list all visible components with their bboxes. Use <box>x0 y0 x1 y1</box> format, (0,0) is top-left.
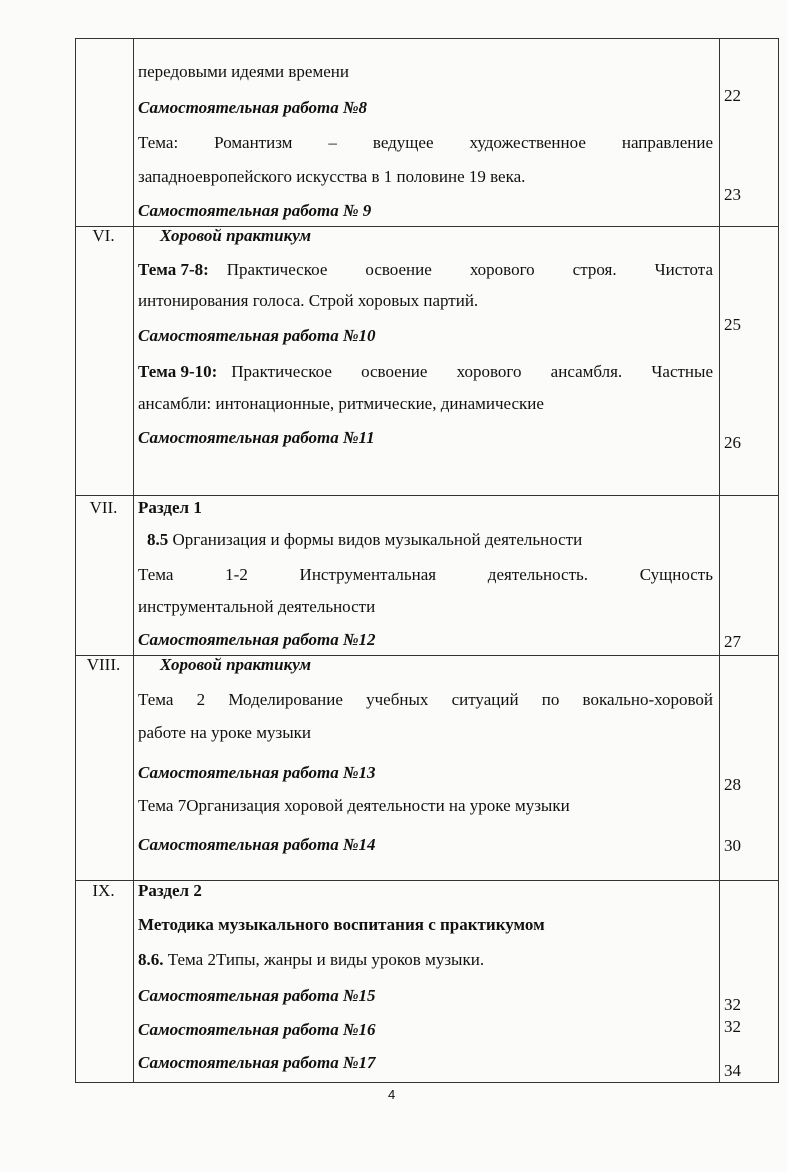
row-text: ансамбли: интонационные, ритмические, динамические <box>138 394 544 413</box>
page-ref: 30 <box>724 836 741 855</box>
self-study-label: Самостоятельная работа №16 <box>138 1020 376 1039</box>
topic-text: Практическое освоение хорового строя. Чистота <box>226 260 713 279</box>
row-text: Тема 1-2 Инструментальная деятельность. Сущность <box>138 565 713 584</box>
row-number: VIII. <box>86 655 121 674</box>
row-divider <box>75 495 779 496</box>
row-number: IX. <box>92 881 115 900</box>
row-text <box>138 362 713 382</box>
section-subtitle: Методика музыкального воспитания с практикумом <box>138 915 545 934</box>
subsection-title: Тема 2Типы, жанры и виды уроков музыки. <box>167 950 485 969</box>
self-study-label: Самостоятельная работа №11 <box>138 428 375 447</box>
row-text <box>138 260 713 280</box>
row-text: передовыми идеями времени <box>138 62 349 81</box>
topic-text: Практическое освоение хорового ансамбля. Частные <box>231 362 713 381</box>
section-title: Раздел 1 <box>138 498 202 517</box>
table-border <box>75 38 779 39</box>
page-ref: 25 <box>724 315 741 334</box>
page-ref: 32 <box>724 1017 741 1036</box>
row-number: VII. <box>89 498 118 517</box>
subsection-title: Организация и формы видов музыкальной деятельности <box>172 530 583 549</box>
page-ref: 28 <box>724 775 741 794</box>
self-study-label: Самостоятельная работа №17 <box>138 1053 376 1072</box>
page-ref: 34 <box>724 1061 741 1080</box>
row-number: VI. <box>92 226 115 245</box>
page-ref: 32 <box>724 995 741 1014</box>
table-border <box>75 38 76 1082</box>
page-ref: 26 <box>724 433 741 452</box>
row-text: западноевропейского искусства в 1 половине 19 века. <box>138 167 526 186</box>
section-title: Хоровой практикум <box>160 655 311 674</box>
self-study-label: Самостоятельная работа №10 <box>138 326 376 345</box>
page-number: 4 <box>388 1087 396 1102</box>
section-title: Хоровой практикум <box>160 226 311 245</box>
section-title: Раздел 2 <box>138 881 202 900</box>
page-ref: 27 <box>724 632 741 651</box>
subsection-number: 8.6. <box>138 950 164 969</box>
row-text: Тема: Романтизм – ведущее художественное направление <box>138 133 713 152</box>
row-text: Тема 2 Моделирование учебных ситуаций по вокально-хоровой <box>138 690 713 709</box>
table-border <box>75 1082 779 1083</box>
table-border <box>778 38 779 1082</box>
column-divider <box>719 38 720 1082</box>
row-text <box>138 950 713 970</box>
subsection-number: 8.5 <box>147 530 169 549</box>
column-divider <box>133 38 134 1082</box>
self-study-label: Самостоятельная работа №8 <box>138 98 368 117</box>
self-study-label: Самостоятельная работа №12 <box>138 630 376 649</box>
topic-label: Тема 9-10: <box>138 362 218 381</box>
page-ref: 23 <box>724 185 741 204</box>
row-text: инструментальной деятельности <box>138 597 376 616</box>
self-study-label: Самостоятельная работа № 9 <box>138 201 372 220</box>
row-text: интонирования голоса. Строй хоровых партий. <box>138 291 479 310</box>
self-study-label: Самостоятельная работа №15 <box>138 986 376 1005</box>
page-ref: 22 <box>724 86 741 105</box>
row-text: Тема 7Организация хоровой деятельности на уроке музыки <box>138 796 570 815</box>
row-text: работе на уроке музыки <box>138 723 311 742</box>
self-study-label: Самостоятельная работа №14 <box>138 835 376 854</box>
row-text <box>147 530 722 550</box>
self-study-label: Самостоятельная работа №13 <box>138 763 376 782</box>
topic-label: Тема 7-8: <box>138 260 209 279</box>
